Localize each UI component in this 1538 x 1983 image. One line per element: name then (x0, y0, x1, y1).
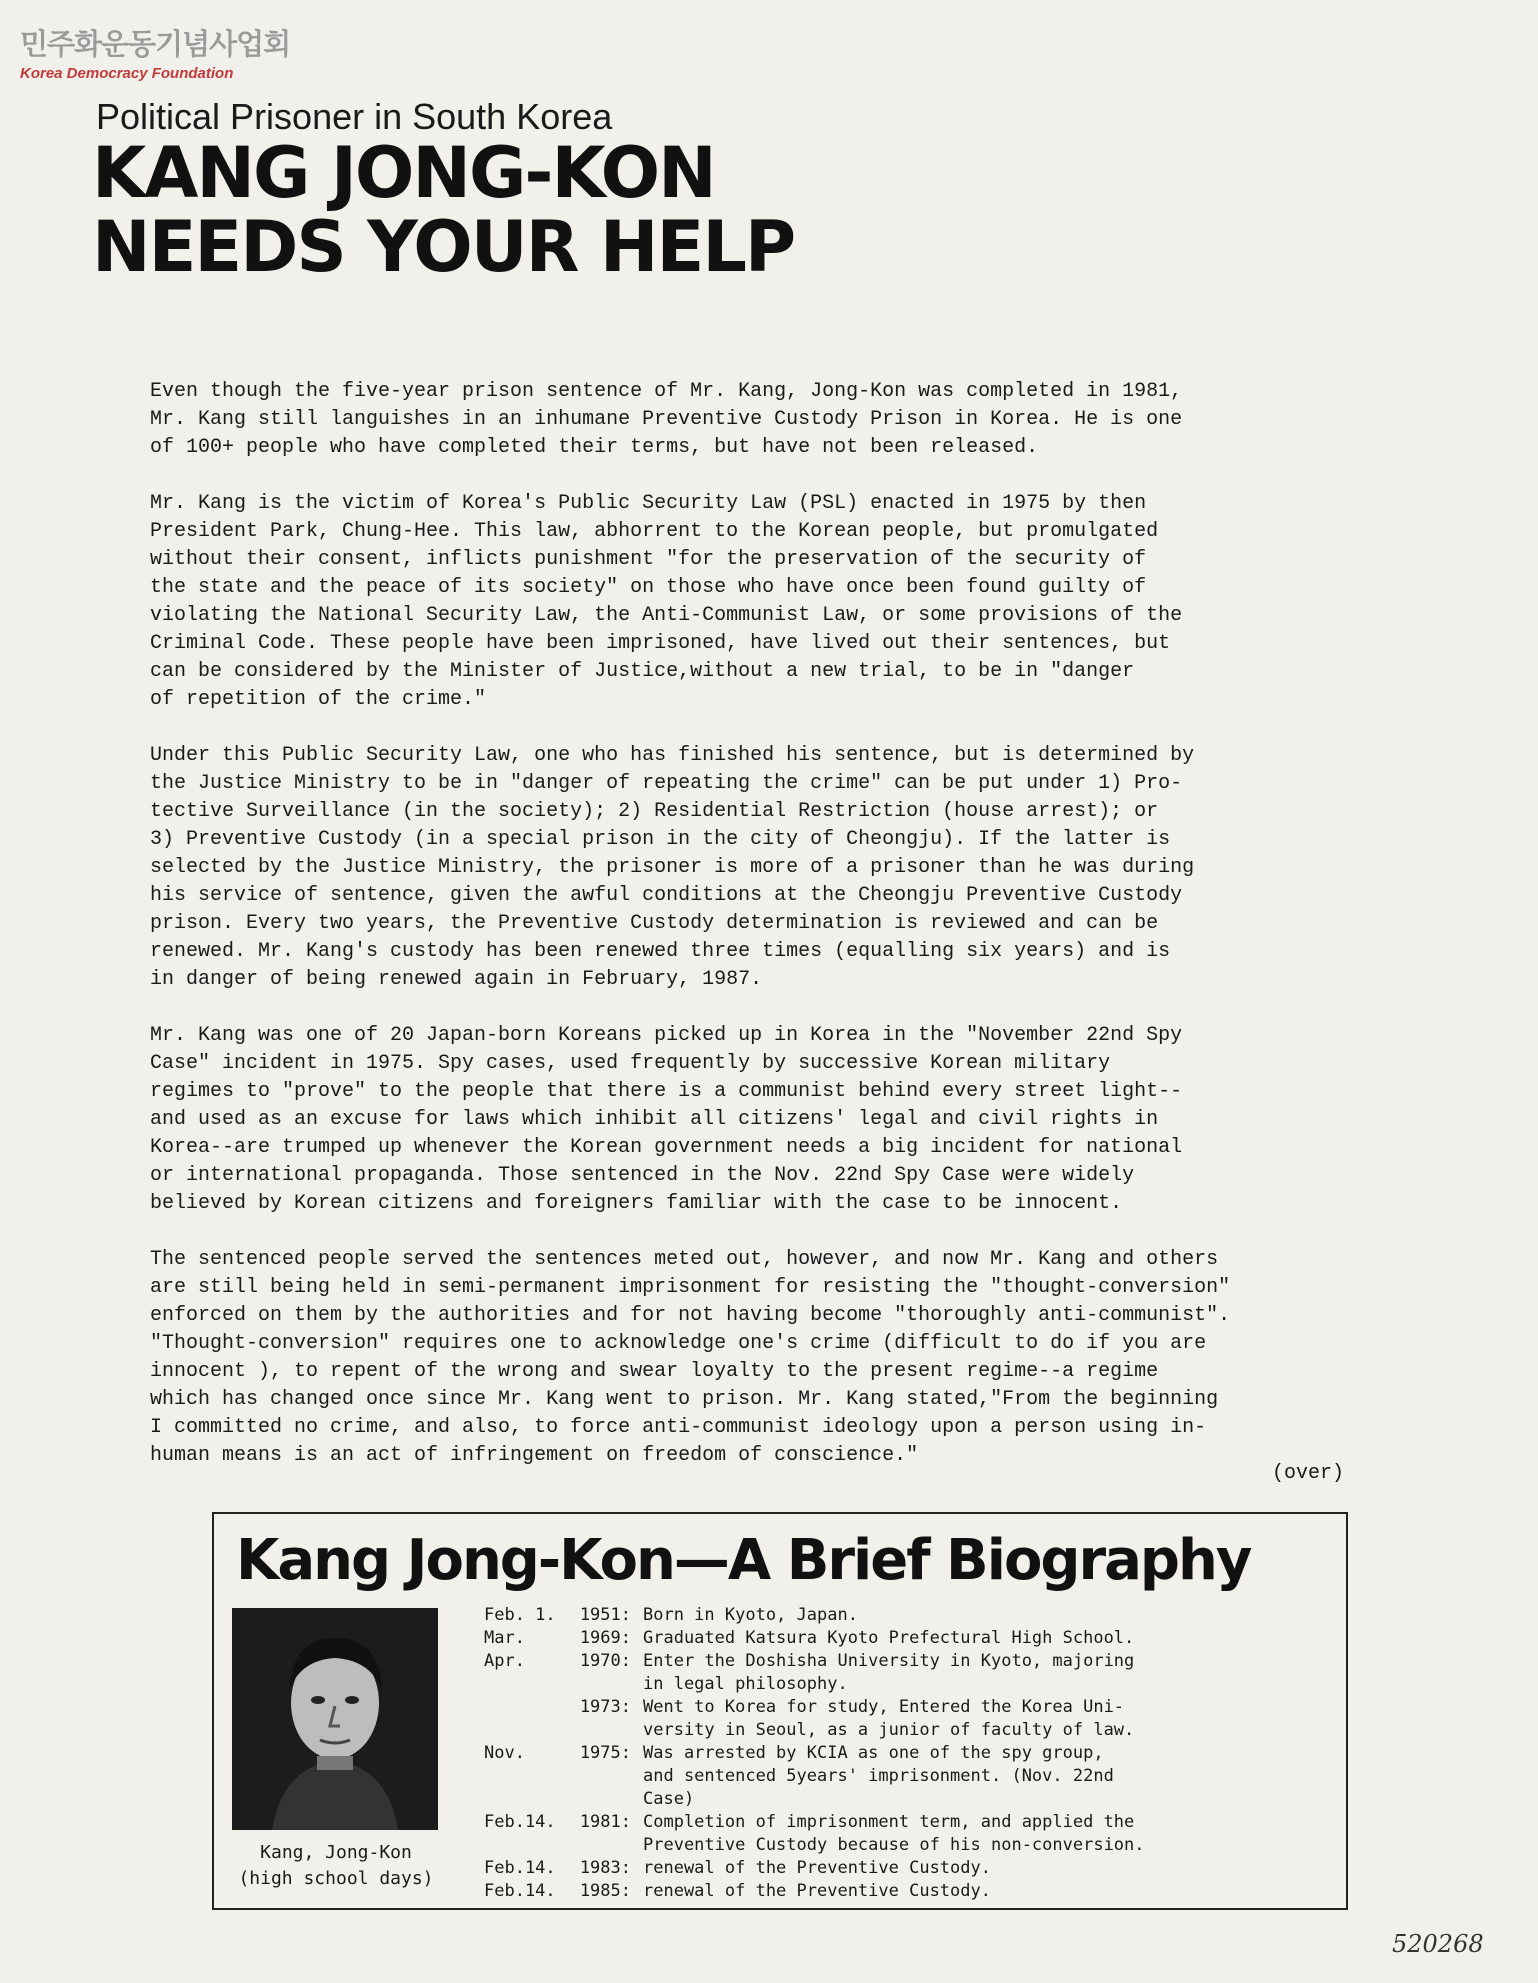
entry-year: 1951: (579, 1605, 631, 1625)
entry-month: Feb.14. (484, 1812, 556, 1832)
bio-entry (484, 1880, 1344, 1903)
entry-year: 1983: (579, 1858, 631, 1878)
entry-year: 1970: (579, 1651, 631, 1671)
biography-box (212, 1512, 1348, 1910)
logo-english-text: Korea Democracy Foundation (20, 65, 234, 82)
caption-name: Kang, Jong-Kon (260, 1842, 412, 1863)
entry-month: Feb. 1. (484, 1605, 556, 1625)
over-note: (over) (1272, 1462, 1345, 1485)
bio-entry (484, 1650, 1344, 1696)
entry-month: Feb.14. (484, 1881, 556, 1901)
bio-entry (484, 1696, 1344, 1742)
biography-entries (484, 1604, 1344, 1903)
entry-text: renewal of the Preventive Custody. (643, 1881, 991, 1901)
entry-year: 1969: (579, 1628, 631, 1648)
entry-month: Apr. (484, 1651, 525, 1671)
entry-text: Born in Kyoto, Japan. (643, 1605, 858, 1625)
entry-text: Was arrested by KCIA as one of the spy group, and sentenced 5years' imprisonment. (Nov. 22nd Case) (643, 1743, 1114, 1809)
paragraph-4: Mr. Kang was one of 20 Japan-born Koreans picked up in Korea in the "November 22nd Spy Case" incident in 1975. Spy cases, used frequently by successive Korean military regimes to "prove" to the people that there is a communist behind every street light-- and used as an excuse for laws which inhibit all citizens' legal and civil rights in Korea--are trumped up whenever the Korean government needs a big incident for national or international propaganda. Those sentenced in the Nov. 22nd Spy Case were widely believed by Korean citizens and foreigners familiar with the case to be innocent. (150, 1024, 1183, 1215)
entry-year: 1981: (579, 1812, 631, 1832)
paragraph-3: Under this Public Security Law, one who has finished his sentence, but is determined by the Justice Ministry to be in "danger of repeating the crime" can be put under 1) Pro- tective Surveillance (in the society); 2) Residential Restriction (house arrest); or 3) Preventive Custody (in a special prison in the city of Cheongju). If the latter is selected by the Justice Ministry, the prisoner is more of a prisoner than he was during his service of sentence, given the awful conditions at the Cheongju Preventive Custody prison. Every two years, the Preventive Custody determination is reviewed and can be renewed. Mr. Kang's custody has been renewed three times (equalling six years) and is in danger of being renewed again in February, 1987. (150, 744, 1195, 991)
entry-year: 1975: (579, 1743, 631, 1763)
entry-month (484, 1696, 569, 1742)
entry-text: renewal of the Preventive Custody. (643, 1858, 991, 1878)
entry-year: 1985: (579, 1881, 631, 1901)
caption-note: (high school days) (238, 1868, 434, 1889)
entry-month: Feb.14. (484, 1858, 556, 1878)
bio-entry (484, 1857, 1344, 1880)
bio-entry (484, 1811, 1344, 1857)
entry-text: Completion of imprisonment term, and applied the Preventive Custody because of his non-conversion. (643, 1812, 1145, 1855)
paragraph-1: Even though the five-year prison sentence of Mr. Kang, Jong-Kon was completed in 1981, Mr. Kang still languishes in an inhumane Preventive Custody Prison in Korea. He is one of 100+ people who have completed their terms, but have not been released. (150, 380, 1183, 459)
title-line-2: NEEDS YOUR HELP (92, 206, 795, 288)
entry-month: Mar. (484, 1628, 525, 1648)
article-body (150, 378, 1412, 1498)
entry-text: Enter the Doshisha University in Kyoto, majoring in legal philosophy. (643, 1651, 1135, 1694)
entry-text: Went to Korea for study, Entered the Korea Uni- versity in Seoul, as a junior of faculty of law. (643, 1697, 1135, 1740)
bio-entry (484, 1627, 1344, 1650)
bio-entry (484, 1742, 1344, 1811)
entry-year: 1973: (579, 1697, 631, 1717)
biography-title: Kang Jong-Kon—A Brief Biography (236, 1528, 1251, 1593)
page-title (92, 132, 795, 288)
foundation-logo (20, 22, 290, 82)
logo-korean-text: 민주화운동기념사업회 (20, 27, 291, 61)
portrait-caption (218, 1840, 454, 1892)
entry-text: Graduated Katsura Kyoto Prefectural High School. (643, 1628, 1135, 1648)
portrait-photo (232, 1608, 438, 1830)
handwritten-document-number: 520268 (1392, 1930, 1484, 1958)
kicker-heading: Political Prisoner in South Korea (96, 96, 613, 137)
title-line-1: KANG JONG-KON (92, 132, 715, 214)
bio-entry (484, 1604, 1344, 1627)
entry-month: Nov. (484, 1743, 525, 1763)
paragraph-5: The sentenced people served the sentences meted out, however, and now Mr. Kang and others are still being held in semi-permanent imprisonment for resisting the "thought-conversion" enforced on them by the authorities and for not having become "thoroughly anti-communist". "Thought-conversion" requires one to acknowledge one's crime (difficult to do if you are innocent ), to repent of the wrong and swear loyalty to the present regime--a regime which has changed once since Mr. Kang went to prison. Mr. Kang stated,"From the beginning I committed no crime, and also, to force anti-communist ideology upon a person using in- human means is an act of infringement on freedom of conscience." (150, 1248, 1231, 1467)
paragraph-2: Mr. Kang is the victim of Korea's Public Security Law (PSL) enacted in 1975 by then President Park, Chung-Hee. This law, abhorrent to the Korean people, but promulgated without their consent, inflicts punishment "for the preservation of the security of the state and the peace of its society" on those who have once been found guilty of violating the National Security Law, the Anti-Communist Law, or some provisions of the Criminal Code. These people have been imprisoned, have lived out their sentences, but can be considered by the Minister of Justice,without a new trial, to be in "danger of repetition of the crime." (150, 492, 1183, 711)
